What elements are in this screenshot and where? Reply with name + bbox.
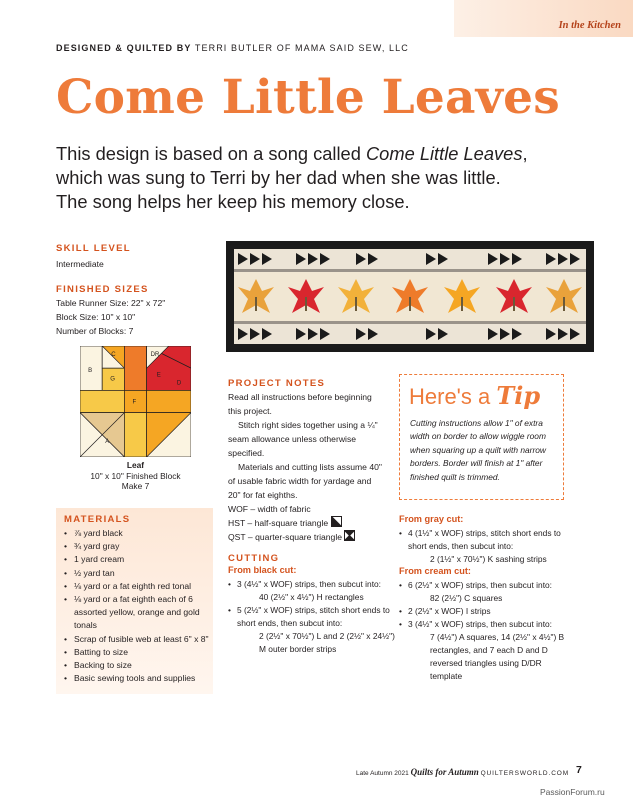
list-item: • ¾ yard gray — [62, 540, 212, 553]
block-caption — [78, 460, 193, 492]
cut-gray-heading: From gray cut: — [399, 514, 464, 524]
finished-sizes-heading: FINISHED SIZES — [56, 284, 149, 295]
cut-main: 4 (1½" x WOF) strips, stitch short ends to short ends, then subcut into: — [408, 528, 561, 551]
list-item: • ⅛ yard or a fat eighth each of 6 assorted yellow, orange and gold tonals — [62, 593, 212, 633]
intro-song-title: Come Little Leaves — [365, 143, 523, 164]
notes-qst-line — [228, 530, 386, 544]
project-notes-heading: PROJECT NOTES — [228, 378, 326, 389]
list-item: • ⅞ yard black — [62, 527, 212, 540]
block-caption-size: 10" x 10" Finished Block — [90, 470, 181, 481]
watermark: PassionForum.ru — [540, 787, 605, 797]
block-caption-name: Leaf — [126, 460, 145, 470]
block-label-dr: DR — [150, 352, 160, 359]
notes-paragraph: Read all instructions before beginning this project. — [228, 392, 372, 416]
cut-main: 6 (2½" x WOF) strips, then subcut into: — [408, 580, 553, 590]
page-footer — [356, 767, 569, 777]
section-tab — [454, 0, 633, 37]
intro-after: , which was sung to Terri by her dad when she was little. The song helps her keep his memory close. — [56, 143, 528, 212]
leaf-block-diagram — [80, 346, 191, 457]
tip-heading-text: Here's a — [409, 384, 491, 409]
notes-paragraph: Stitch right sides together using a ¼" seam allowance unless otherwise specified. — [228, 420, 378, 458]
block-caption-qty: Make 7 — [121, 481, 150, 491]
tip-heading-word: Tip — [496, 381, 541, 410]
cut-black-heading: From black cut: — [228, 565, 297, 575]
list-item: • 1 yard cream — [62, 553, 212, 566]
intro-paragraph — [56, 142, 536, 214]
list-item — [399, 579, 569, 605]
list-item — [228, 578, 398, 604]
notes-hst: HST – half-square triangle — [228, 518, 329, 528]
tip-heading — [409, 381, 540, 410]
block-label-b: B — [88, 368, 93, 375]
block-label-d: D — [176, 380, 182, 387]
list-item — [399, 605, 569, 618]
list-item: • Scrap of fusible web at least 6" x 8" — [62, 633, 212, 646]
finished-sizes-list — [56, 296, 165, 338]
table-runner-illustration — [226, 241, 594, 352]
cut-main: 3 (4½" x WOF) strips, then subcut into: — [408, 619, 553, 629]
notes-qst: QST – quarter-square triangle — [228, 532, 343, 542]
cut-cream-list — [399, 579, 569, 683]
list-item: • Backing to size — [62, 659, 212, 672]
block-label-a: A — [105, 438, 110, 445]
footer-site: QUILTERSWORLD.COM — [480, 770, 570, 777]
list-item — [399, 527, 569, 566]
skill-level-value: Intermediate — [56, 259, 104, 269]
block-label-g: G — [110, 376, 115, 383]
list-item: • ⅛ yard or a fat eighth red tonal — [62, 580, 212, 593]
page-number: 7 — [576, 764, 582, 776]
cut-sub: 2 (1½" x 70½") K sashing strips — [430, 554, 547, 564]
materials-list — [62, 527, 212, 685]
list-item: • Batting to size — [62, 646, 212, 659]
finished-size-line: Number of Blocks: 7 — [56, 326, 134, 336]
cut-gray-list — [399, 527, 569, 566]
cut-black-list — [228, 578, 398, 656]
project-notes-body — [228, 390, 386, 544]
list-item: • ½ yard tan — [62, 567, 212, 580]
skill-level-heading: SKILL LEVEL — [56, 243, 131, 254]
qst-icon — [344, 530, 355, 541]
tip-body: Cutting instructions allow 1" of extra width on border to allow wiggle room when squaring up a quilt with narrow borders. Border will finish at 1" after finished quilt is trimmed. — [410, 418, 546, 482]
list-item — [399, 618, 569, 683]
page-title: Come Little Leaves — [56, 70, 560, 125]
designer-credit — [56, 43, 409, 53]
cut-main: 5 (2½" x WOF) strips, stitch short ends to short ends, then subcut into: — [237, 605, 390, 628]
block-label-c: C — [111, 352, 116, 359]
materials-heading: MATERIALS — [64, 514, 131, 525]
notes-hst-line — [228, 516, 386, 530]
cutting-heading: CUTTING — [228, 553, 280, 564]
cut-sub: 40 (2½" x 4½") H rectangles — [259, 592, 364, 602]
section-tag: In the Kitchen — [558, 20, 621, 31]
block-label-f: F — [132, 399, 137, 406]
notes-paragraph: Materials and cutting lists assume 40" of usable fabric width for yardage and 20" for fat eighths. — [228, 462, 382, 500]
block-label-e: E — [156, 372, 161, 379]
list-item: • Basic sewing tools and supplies — [62, 672, 212, 685]
finished-size-line: Table Runner Size: 22" x 72" — [56, 298, 166, 308]
cut-sub: 7 (4½") A squares, 14 (2½" x 4½") B rectangles, and 7 each D and D reversed triangles using D/DR template — [430, 632, 565, 681]
table-runner-photo — [226, 241, 594, 352]
notes-wof: WOF – width of fabric — [228, 504, 311, 514]
leaf-block-svg — [80, 346, 191, 457]
footer-magazine: Quilts for Autumn — [410, 767, 479, 777]
cut-cream-heading: From cream cut: — [399, 566, 471, 576]
cut-sub: 2 (2½" x 70½") L and 2 (2½" x 24½") M outer border strips — [259, 631, 395, 654]
cut-main: 3 (4½" x WOF) strips, then subcut into: — [237, 579, 382, 589]
hst-icon — [331, 516, 342, 527]
intro-before: This design is based on a song called — [56, 143, 366, 164]
cut-sub: 82 (2½") C squares — [430, 593, 503, 603]
credit-name: TERRI BUTLER OF MAMA SAID SEW, LLC — [194, 43, 409, 53]
credit-label: DESIGNED & QUILTED BY — [56, 43, 192, 53]
list-item — [228, 604, 398, 656]
cut-main: 2 (2½" x WOF) I strips — [408, 606, 491, 616]
footer-issue: Late Autumn 2021 — [356, 770, 409, 777]
finished-size-line: Block Size: 10" x 10" — [56, 312, 136, 322]
